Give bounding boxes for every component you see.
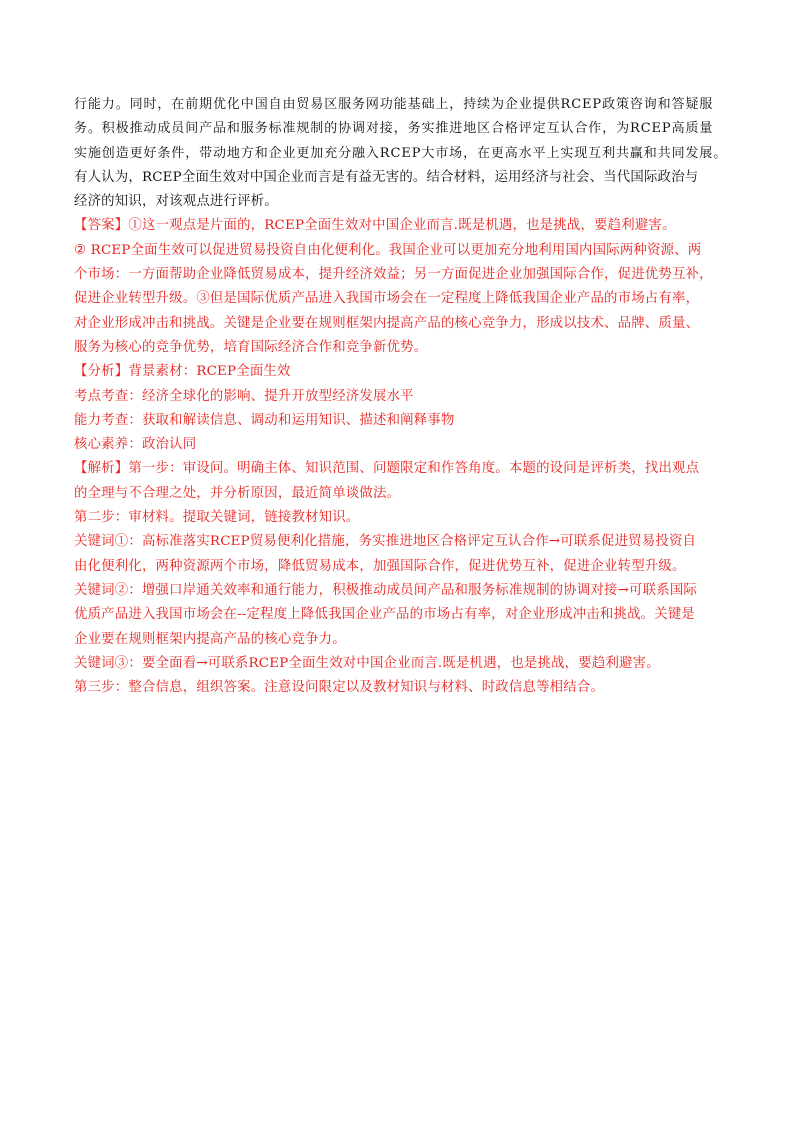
material-paragraph — [74, 93, 734, 166]
answer-line: 对企业形成冲击和挑战。关键是企业要在规则框架内提高产品的核心竞争力，形成以技术、品牌、质量、 — [74, 315, 700, 331]
explanation-line: 企业要在规则框架内提高产品的核心竞争力。 — [74, 631, 346, 647]
explanation-line: 关键词②：增强口岸通关效率和通行能力，积极推动成员间产品和服务标准规制的协调对接→可联系国际 — [74, 582, 697, 598]
explanation-line: 由化便利化，两种资源两个市场，降低贸易成本，加强国际合作，促进优势互补，促进企业转型升级。 — [74, 558, 686, 574]
explanation-line: 关键词①：高标准落实RCEP贸易便利化措施，务实推进地区合格评定互认合作→可联系促进贸易投资自 — [74, 534, 697, 550]
explanation-line: 第二步：审材料。提取关键词，链接教材知识。 — [74, 510, 360, 526]
explanation-line: 第三步：整合信息，组织答案。注意设问限定以及教材知识与材料、时政信息等相结合。 — [74, 680, 605, 696]
analysis-line: 考点考查：经济全球化的影响、提升开放型经济发展水平 — [74, 388, 414, 404]
material-line: 行能力。同时，在前期优化中国自由贸易区服务网功能基础上，持续为企业提供RCEP政策咨询和答疑服 — [74, 97, 714, 112]
explanation-line: 的全理与不合理之处，并分析原因，最近简单谈做法。 — [74, 485, 401, 501]
explanation-line: 【解析】第一步：审设问。明确主体、知识范围、问题限定和作答角度。本题的设问是评析类，找出观点 — [74, 461, 700, 477]
explanation-section — [74, 457, 734, 700]
document-content — [74, 93, 734, 700]
material-line: 实施创造更好条件，带动地方和企业更加充分融入RCEP大市场，在更高水平上实现互利共赢和共同发展。 — [74, 145, 728, 161]
question-line: 经济的知识，对该观点进行评析。 — [74, 194, 278, 210]
answer-line: 促进企业转型升级。③但是国际优质产品进入我国市场会在一定程度上降低我国企业产品的市场占有率， — [74, 291, 700, 307]
explanation-line: 关键词③：要全面看→可联系RCEP全面生效对中国企业而言.既是机遇，也是挑战，要趋利避害。 — [74, 655, 660, 671]
question-paragraph — [74, 166, 734, 215]
answer-line: 服务为核心的竞争优势，培育国际经济合作和竞争新优势。 — [74, 339, 428, 355]
answer-line: ② RCEP全面生效可以促进贸易投资自由化便利化。我国企业可以更加充分地利用国内国际两种资源、两 — [74, 242, 702, 258]
explanation-line: 优质产品进入我国市场会在--定程度上降低我国企业产品的市场占有率，对企业形成冲击和挑战。关键是 — [74, 607, 696, 623]
answer-line: 个市场：一方面帮助企业降低贸易成本，提升经济效益；另一方面促进企业加强国际合作，促进优势互补， — [74, 267, 713, 283]
analysis-section — [74, 360, 734, 457]
analysis-line: 核心素养：政治认同 — [74, 437, 197, 453]
question-line: 有人认为，RCEP全面生效对中国企业而言是有益无害的。结合材料，运用经济与社会、当代国际政治与 — [74, 169, 699, 185]
answer-section — [74, 214, 734, 360]
analysis-line: 能力考查：获取和解读信息、调动和运用知识、描述和阐释事物 — [74, 412, 455, 428]
analysis-line: 【分析】背景素材：RCEP全面生效 — [74, 364, 291, 380]
material-line: 务。积极推动成员间产品和服务标准规制的协调对接，务实推进地区合格评定互认合作，为RCEP高质量 — [74, 121, 714, 137]
answer-line: 【答案】①这一观点是片面的，RCEP全面生效对中国企业而言.既是机遇，也是挑战，要趋利避害。 — [74, 218, 676, 234]
